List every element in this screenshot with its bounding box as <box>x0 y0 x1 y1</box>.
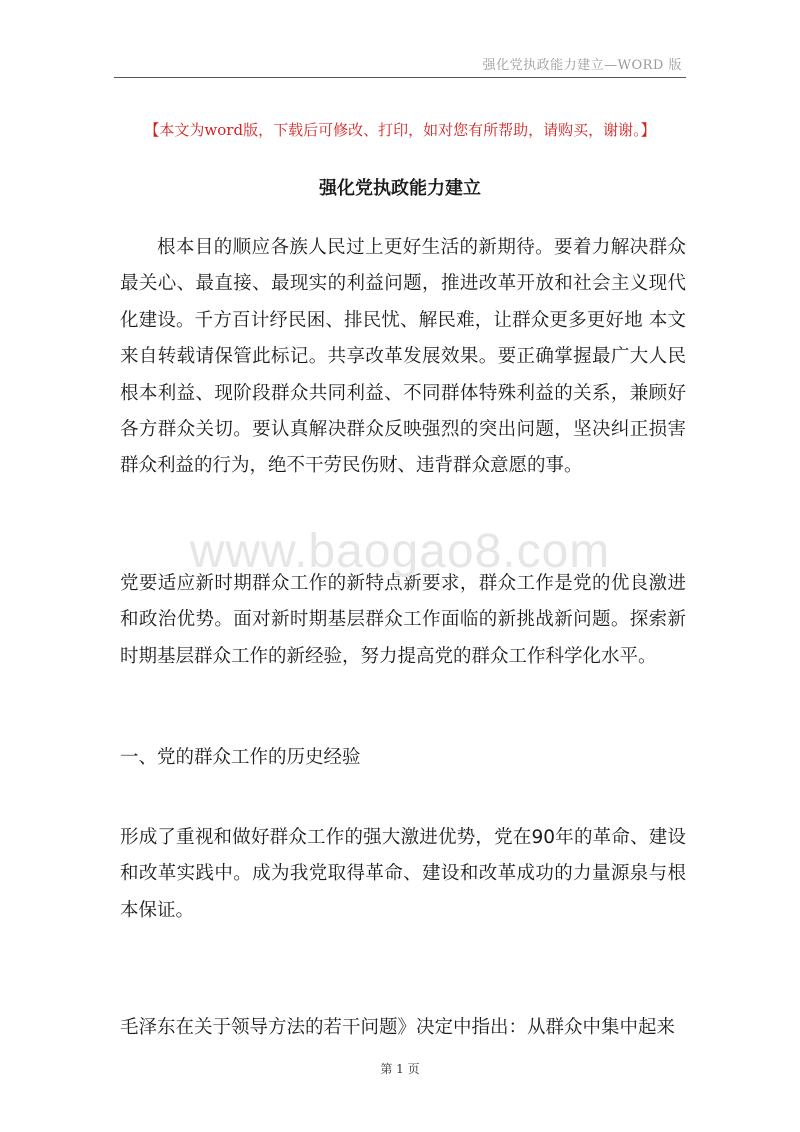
header-divider <box>114 77 686 78</box>
section-heading: 一、党的群众工作的历史经验 <box>120 747 361 768</box>
page-number: 第 1 页 <box>380 1062 420 1076</box>
paragraph-4: 毛泽东在关于领导方法的若干问题》决定中指出：从群众中集中起来 <box>120 1017 676 1038</box>
document-title: 强化党执政能力建立 <box>319 178 481 199</box>
paragraph-3: 形成了重视和做好群众工作的强大激进优势，党在90年的革命、建设和改革实践中。成为我党取得革命、建设和改革成功的力量源泉与根本保证。 <box>120 827 686 921</box>
paragraph-1: 根本目的顺应各族人民过上更好生活的新期待。要着力解决群众最关心、最直接、最现实的利益问题，推进改革开放和社会主义现代化建设。千方百计纾民困、排民忧、解民难，让群众更多更好地 本文来自转载请保管此标记。共享改革发展效果。要正确掌握最广大人民根本利益、现阶段群众共同利益、不同群体特殊利益的关系，兼顾好各方群众关切。要认真解决群众反映强烈的突出问题，坚决纠正损害群众利益的行为，绝不干劳民伤财、违背群众意愿的事。 <box>120 237 686 477</box>
running-header: 强化党执政能力建立—WORD 版 <box>482 58 682 73</box>
paragraph-2: 党要适应新时期群众工作的新特点新要求，群众工作是党的优良激进和政治优势。面对新时期基层群众工作面临的新挑战新问题。探索新时期基层群众工作的新经验，努力提高党的群众工作科学化水平。 <box>120 573 686 667</box>
purchase-notice: 【本文为word版，下载后可修改、打印，如对您有所帮助，请购买，谢谢。】 <box>144 121 656 139</box>
watermark: www.baogao8.com <box>189 525 611 578</box>
